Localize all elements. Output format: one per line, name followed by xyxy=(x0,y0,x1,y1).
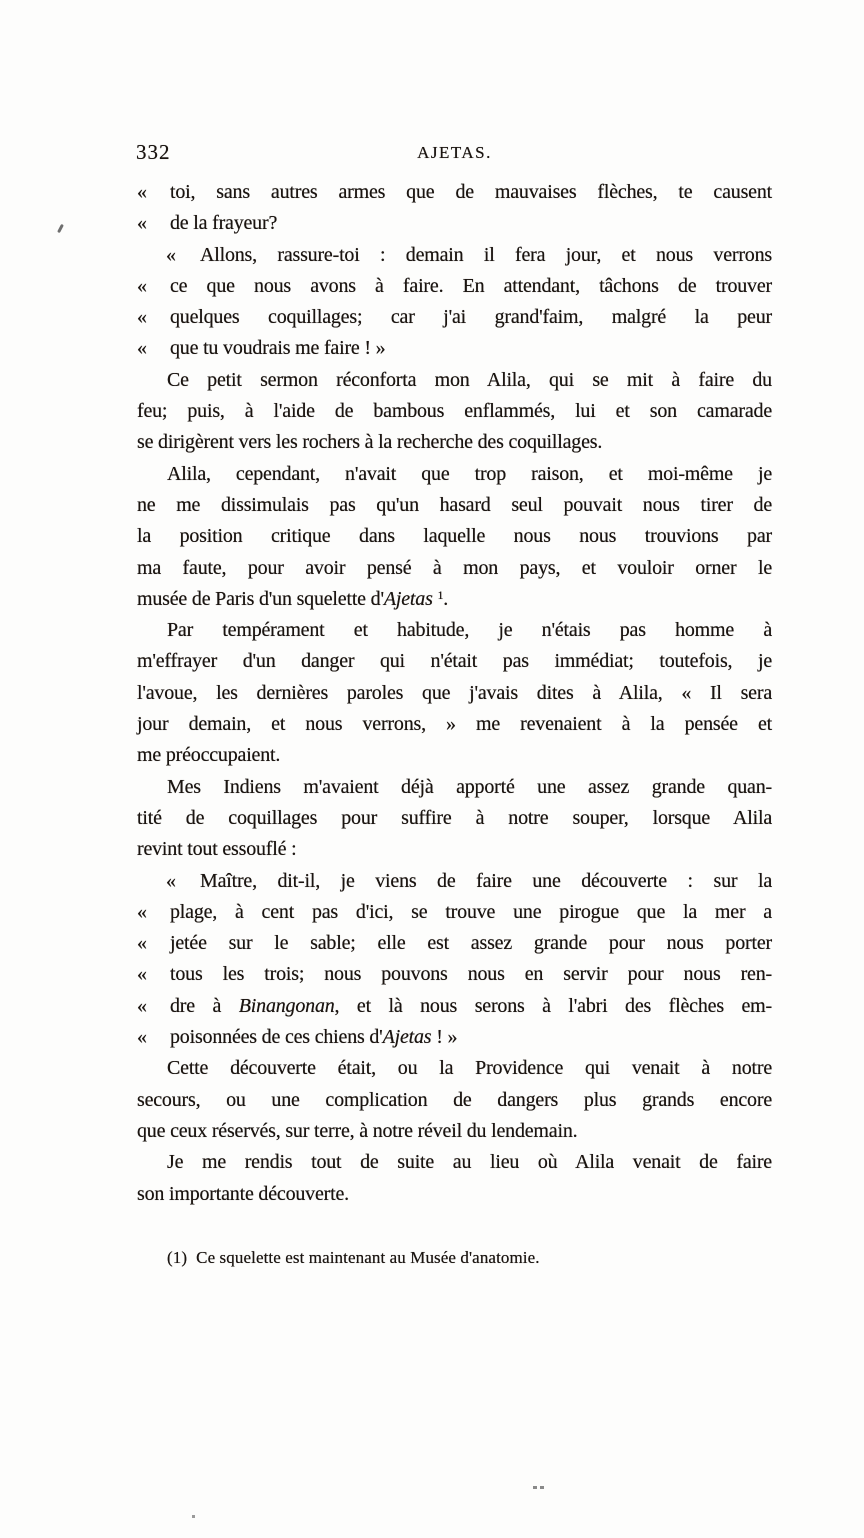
line-text: Maître, dit-il, je viens de faire une découverte : sur la xyxy=(200,869,772,892)
line-text: Cette découverte était, ou la Providence qui venait à notre xyxy=(167,1057,772,1080)
text-line xyxy=(137,740,772,771)
line-text: poisonnées de ces chiens d'Ajetas ! » xyxy=(170,1026,458,1049)
scan-speck xyxy=(533,1486,537,1489)
line-text: Alila, cependant, n'avait que trop raison, et moi-même je xyxy=(167,462,772,485)
line-text: Ce petit sermon réconforta mon Alila, qui se mit à faire du xyxy=(167,368,772,391)
text-line xyxy=(137,959,772,990)
text-line xyxy=(137,396,772,427)
line-text: plage, à cent pas d'ici, se trouve une pirogue que la mer a xyxy=(170,900,772,923)
line-text: ne me dissimulais pas qu'un hasard seul pouvait nous tirer de xyxy=(137,493,772,516)
line-text: feu; puis, à l'aide de bambous enflammés, lui et son camarade xyxy=(137,400,772,423)
guillemet-mark: « xyxy=(137,181,147,203)
guillemet-mark: « xyxy=(137,932,147,955)
guillemet-mark: « xyxy=(166,869,176,892)
scan-speck xyxy=(57,224,64,233)
text-line xyxy=(137,427,772,458)
line-text: revint tout essouflé : xyxy=(137,838,297,861)
line-text: tous les trois; nous pouvons nous en servir pour nous ren- xyxy=(170,963,772,986)
text-line xyxy=(137,365,772,396)
text-line xyxy=(137,333,772,364)
text-line xyxy=(137,302,772,333)
text-line xyxy=(137,208,772,239)
line-text: Je me rendis tout de suite au lieu où Alila venait de faire xyxy=(167,1151,772,1174)
line-text: ma faute, pour avoir pensé à mon pays, et vouloir orner le xyxy=(137,556,772,579)
line-text: de la frayeur? xyxy=(170,212,278,235)
line-text: l'avoue, les dernières paroles que j'avais dites à Alila, « Il sera xyxy=(137,681,772,704)
text-line xyxy=(137,772,772,803)
guillemet-mark: « xyxy=(166,243,176,266)
text-line xyxy=(137,1116,772,1147)
line-text: jetée sur le sable; elle est assez grande pour nous porter xyxy=(170,932,772,955)
scan-speck xyxy=(540,1486,544,1489)
line-text: que tu voudrais me faire ! » xyxy=(170,337,386,360)
footnote-text: Ce squelette est maintenant au Musée d'anatomie. xyxy=(196,1248,540,1267)
line-text: tité de coquillages pour suffire à notre souper, lorsque Alila xyxy=(137,806,772,829)
line-text: m'effrayer d'un danger qui n'était pas immédiat; toutefois, je xyxy=(137,650,772,673)
text-line xyxy=(137,803,772,834)
line-text: son importante découverte. xyxy=(137,1182,349,1205)
line-text: me préoccupaient. xyxy=(137,744,281,767)
line-text: se dirigèrent vers les rochers à la recherche des coquillages. xyxy=(137,431,603,454)
line-text: toi, sans autres armes que de mauvaises flèches, te causent xyxy=(170,181,772,203)
text-line xyxy=(137,240,772,271)
line-text: ce que nous avons à faire. En attendant, tâchons de trouver xyxy=(170,274,772,297)
line-text: Allons, rassure-toi : demain il fera jour, et nous verrons xyxy=(200,243,772,266)
line-text: jour demain, et nous verrons, » me revenaient à la pensée et xyxy=(137,713,772,736)
line-text: dre à Binangonan, et là nous serons à l'abri des flèches em- xyxy=(170,994,772,1017)
text-line xyxy=(137,1022,772,1053)
text-line xyxy=(137,1053,772,1084)
text-line xyxy=(137,709,772,740)
guillemet-mark: « xyxy=(137,900,147,923)
line-text: secours, ou une complication de dangers plus grands encore xyxy=(137,1088,772,1111)
guillemet-mark: « xyxy=(137,1026,147,1049)
text-line xyxy=(137,646,772,677)
text-line xyxy=(137,553,772,584)
guillemet-mark: « xyxy=(137,963,147,986)
guillemet-mark: « xyxy=(137,274,147,297)
running-header: AJETAS. xyxy=(417,143,492,162)
page-number: 332 xyxy=(136,140,171,164)
text-line xyxy=(137,928,772,959)
line-text: musée de Paris d'un squelette d'Ajetas $^1$. xyxy=(137,587,449,610)
text-line xyxy=(137,991,772,1022)
line-text: que ceux réservés, sur terre, à notre réveil du lendemain. xyxy=(137,1119,578,1142)
body-text xyxy=(137,177,772,1210)
line-text: la position critique dans laquelle nous nous trouvions par xyxy=(137,525,772,548)
text-line xyxy=(137,177,772,208)
text-line xyxy=(137,459,772,490)
scan-speck xyxy=(192,1515,195,1518)
footnote-marker: (1) xyxy=(167,1248,188,1267)
text-line xyxy=(137,834,772,865)
guillemet-mark: « xyxy=(137,306,147,329)
line-text: Mes Indiens m'avaient déjà apporté une assez grande quan- xyxy=(167,775,772,798)
text-line xyxy=(137,584,772,615)
line-text: Par tempérament et habitude, je n'étais pas homme à xyxy=(167,619,772,642)
line-text: quelques coquillages; car j'ai grand'faim, malgré la peur xyxy=(170,306,772,329)
text-line xyxy=(137,615,772,646)
footnote xyxy=(167,1248,540,1268)
text-line xyxy=(137,1147,772,1178)
text-line xyxy=(137,1179,772,1210)
text-line xyxy=(137,866,772,897)
text-line xyxy=(137,678,772,709)
text-line xyxy=(137,897,772,928)
text-line xyxy=(137,271,772,302)
text-line xyxy=(137,521,772,552)
text-line xyxy=(137,1085,772,1116)
guillemet-mark: « xyxy=(137,994,147,1017)
guillemet-mark: « xyxy=(137,212,147,235)
text-line xyxy=(137,490,772,521)
guillemet-mark: « xyxy=(137,337,147,360)
